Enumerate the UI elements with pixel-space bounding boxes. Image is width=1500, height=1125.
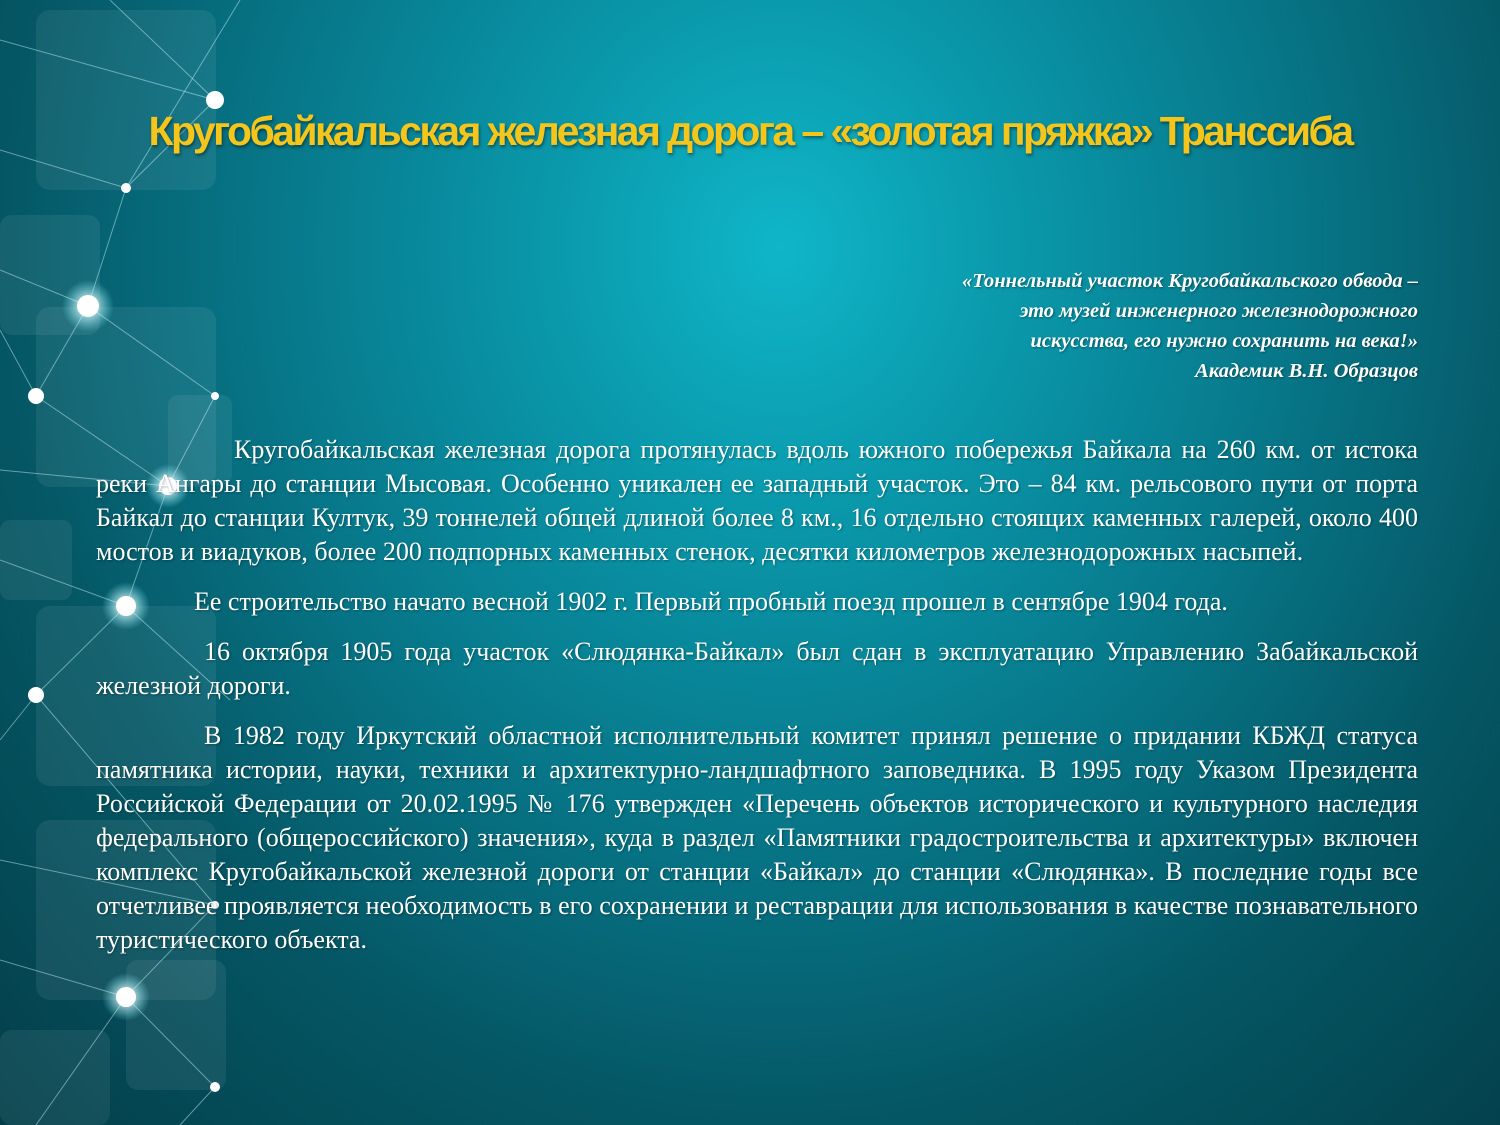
quote-line: это музей инженерного железнодорожного — [1019, 300, 1418, 322]
paragraph-operation: 16 октября 1905 года участок «Слюдянка-Байкал» был сдан в эксплуатацию Управлению Забайкальской железной дороги. — [96, 637, 1418, 700]
main-text — [96, 433, 1418, 973]
epigraph-quote — [658, 266, 1418, 386]
paragraph-route: Кругобайкальская железная дорога протянулась вдоль южного побережья Байкала на 260 км. от истока реки Ангары до станции Мысовая. Особенно уникален ее западный участок. Это – 84 км. рельсового пути от порта Байкал до станции Култук, 39 тоннелей общей длиной более 8 км., 16 отдельно стоящих каменных галерей, около 400 мостов и виадуков, более 200 подпорных каменных стенок, десятки километров железнодорожных насыпей. — [96, 435, 1418, 566]
slide-title: Кругобайкальская железная дорога – «золотая пряжка» Транссиба — [148, 108, 1352, 154]
quote-line: «Тоннельный участок Кругобайкальского обвода – — [961, 270, 1418, 292]
quote-line: искусства, его нужно сохранить на века!» — [1030, 330, 1418, 352]
quote-author: Академик В.Н. Образцов — [1195, 360, 1418, 382]
paragraph-monument-status: В 1982 году Иркутский областной исполнительный комитет принял решение о придании КБЖД статуса памятника истории, науки, техники и архитектурно-ландшафтного заповедника. В 1995 году Указом Президента Российской Федерации от 20.02.1995 № 176 утвержден «Перечень объектов исторического и культурного наследия федерального (общероссийского) значения», куда в раздел «Памятники градостроительства и архитектуры» включен комплекс Кругобайкальской железной дороги от станции «Байкал» до станции «Слюдянка». В последние годы все отчетливее проявляется необходимость в его сохранении и реставрации для использования в качестве познавательного туристического объекта. — [96, 721, 1418, 954]
paragraph-construction: Ее строительство начато весной 1902 г. Первый пробный поезд прошел в сентябре 1904 года. — [194, 587, 1228, 616]
